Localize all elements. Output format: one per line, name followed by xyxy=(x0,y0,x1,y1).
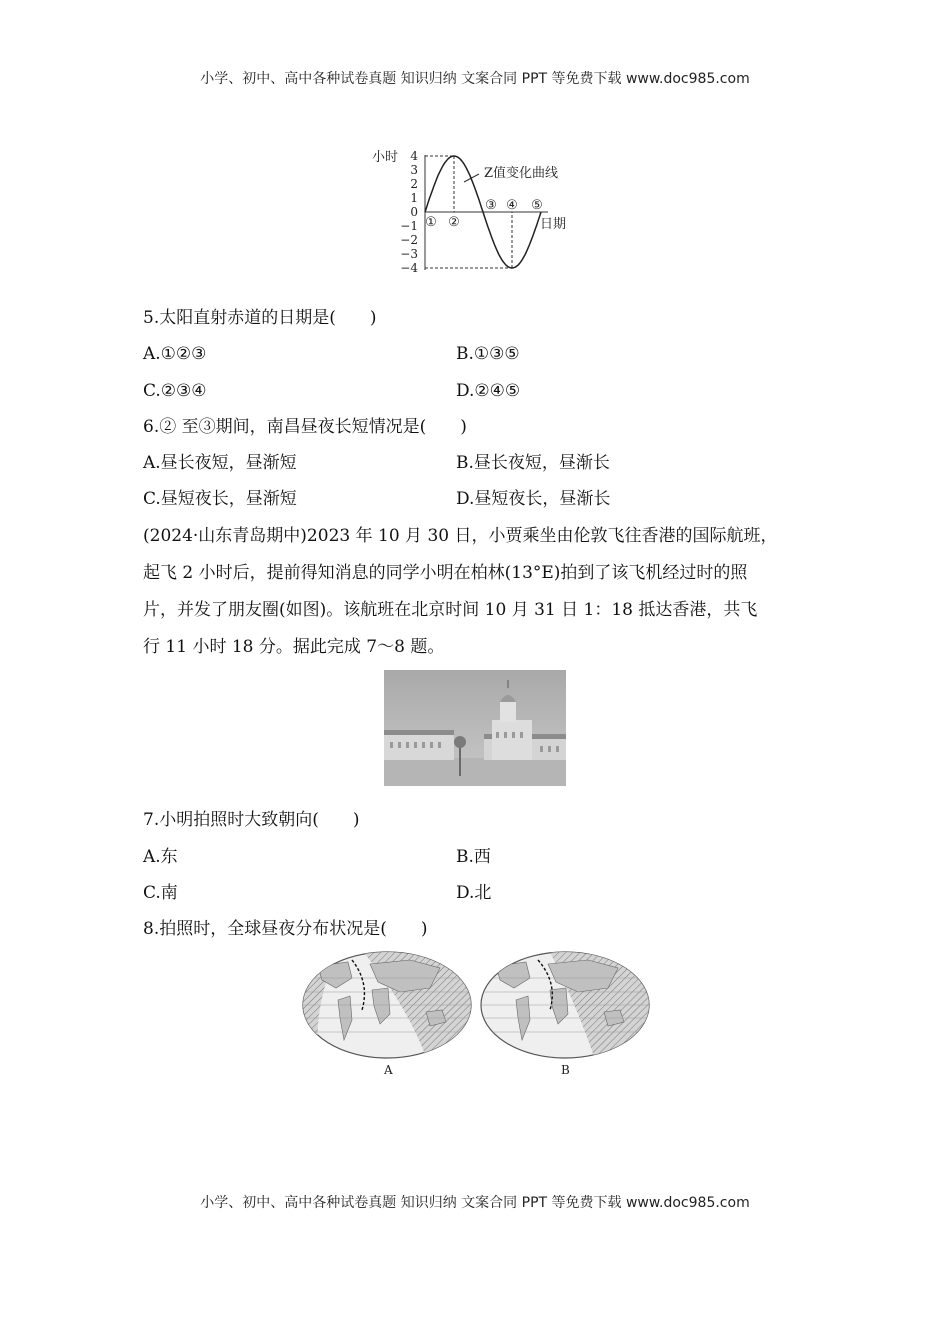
q8-stem: 8.拍照时，全球昼夜分布状况是( ) xyxy=(143,919,428,939)
q5-option-d: D.②④⑤ xyxy=(456,381,521,401)
map-a-label: A xyxy=(384,1063,393,1077)
x-axis-label: 日期 xyxy=(540,217,567,232)
q6-option-a: A.昼长夜短，昼渐短 xyxy=(143,453,297,473)
q6-option-d: D.昼短夜长，昼渐长 xyxy=(456,489,611,509)
q6-option-c: C.昼短夜长，昼渐短 xyxy=(143,489,297,509)
z-value-chart xyxy=(360,140,590,280)
date-point-label: ① xyxy=(425,215,437,230)
q6-option-b: B.昼长夜短，昼渐长 xyxy=(456,453,610,473)
q5-option-a: A.①②③ xyxy=(143,344,207,364)
page-footer: 小学、初中、高中各种试卷真题 知识归纳 文案合同 PPT 等免费下载 www.doc985.com xyxy=(200,1195,750,1211)
passage-line-4: 行 11 小时 18 分。据此完成 7～8 题。 xyxy=(143,637,445,657)
q5-option-c: C.②③④ xyxy=(143,381,207,401)
date-point-label: ③ xyxy=(485,198,497,213)
y-tick-label: 4 xyxy=(410,149,418,163)
y-tick-label: 3 xyxy=(410,163,418,177)
date-point-label: ⑤ xyxy=(531,198,543,213)
q7-option-c: C.南 xyxy=(143,883,178,903)
date-point-label: ② xyxy=(448,215,460,230)
page-header: 小学、初中、高中各种试卷真题 知识归纳 文案合同 PPT 等免费下载 www.doc985.com xyxy=(200,71,750,87)
q7-stem: 7.小明拍照时大致朝向( ) xyxy=(143,810,360,830)
y-axis-label: 小时 xyxy=(372,150,399,165)
y-tick-label: 2 xyxy=(410,177,418,191)
passage-line-1: (2024·山东青岛期中)2023 年 10 月 30 日，小贾乘坐由伦敦飞往香港的国际航班， xyxy=(143,526,778,546)
q5-stem: 5.太阳直射赤道的日期是( ) xyxy=(143,308,377,328)
curve-label: Z值变化曲线 xyxy=(484,166,559,181)
q7-option-d: D.北 xyxy=(456,883,492,903)
y-tick-label: 1 xyxy=(410,191,418,205)
passage-line-3: 片，并发了朋友圈(如图)。该航班在北京时间 10 月 31 日 1：18 抵达香港，共飞 xyxy=(143,600,758,620)
passage xyxy=(143,518,813,666)
y-tick-label: −1 xyxy=(400,219,418,233)
y-tick-label: −3 xyxy=(400,247,418,261)
y-tick-labels xyxy=(400,149,418,275)
world-map-a xyxy=(300,948,476,1078)
y-tick-label: −2 xyxy=(400,233,418,247)
q7-option-b: B.西 xyxy=(456,847,491,867)
q5-option-b: B.①③⑤ xyxy=(456,344,520,364)
passage-line-2: 起飞 2 小时后，提前得知消息的同学小明在柏林(13°E)拍到了该飞机经过时的照 xyxy=(143,563,748,583)
map-b-label: B xyxy=(561,1063,570,1077)
y-tick-label: 0 xyxy=(410,205,418,219)
q7-option-a: A.东 xyxy=(143,847,178,867)
y-tick-label: −4 xyxy=(400,261,418,275)
q6-stem: 6.② 至③期间，南昌昼夜长短情况是( ) xyxy=(143,417,467,437)
date-point-label: ④ xyxy=(506,198,518,213)
berlin-photo xyxy=(384,670,566,786)
world-map-b xyxy=(478,948,654,1078)
